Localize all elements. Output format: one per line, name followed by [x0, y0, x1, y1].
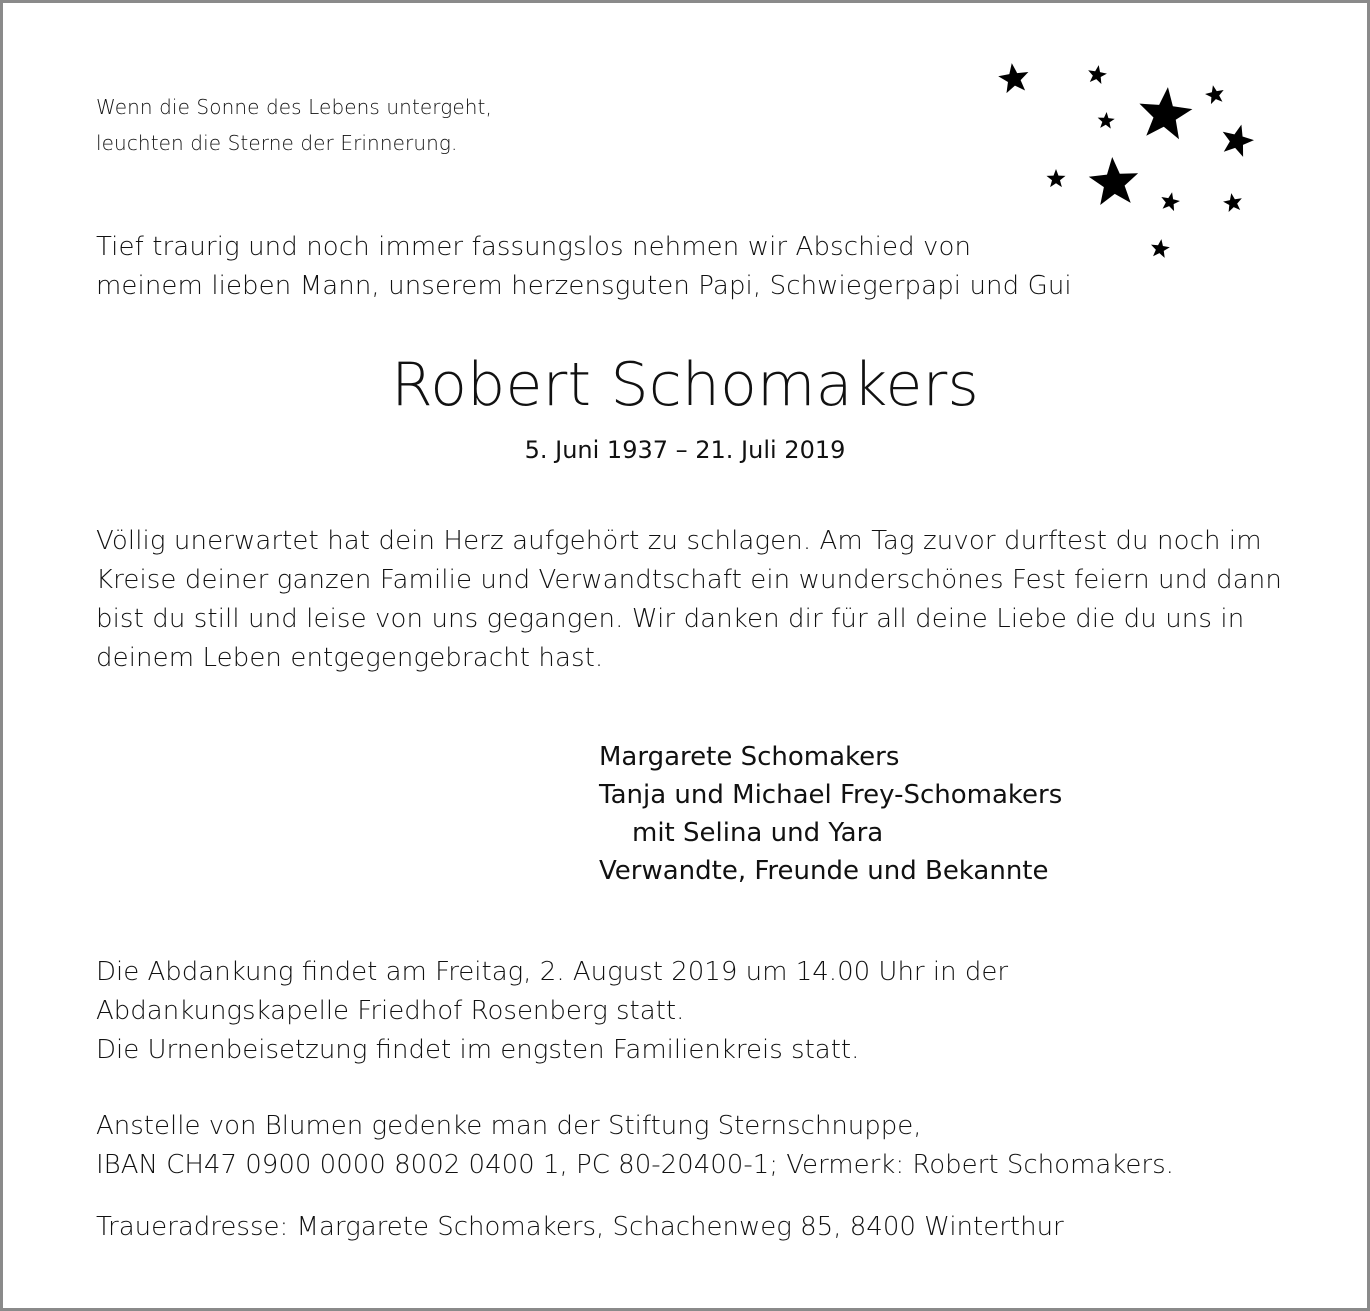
mourners-list: [599, 738, 1062, 890]
ceremony-line: Die Abdankung findet am Freitag, 2. August 2019 um 14.00 Uhr in der: [96, 957, 1009, 987]
star-icon: [998, 63, 1028, 93]
message-line: Kreise deiner ganzen Familie und Verwandtschaft ein wunderschönes Fest feiern und dann: [96, 565, 1282, 595]
message-line: deinem Leben entgegengebracht hast.: [96, 643, 604, 673]
star-icon: [1089, 157, 1138, 205]
mourning-address: Traueradresse: Margarete Schomakers, Schachenweg 85, 8400 Winterthur: [96, 1212, 1064, 1242]
star-icon: [1151, 239, 1170, 258]
message-line: Völlig unerwartet hat dein Herz aufgehört zu schlagen. Am Tag zuvor durftest du noch im: [96, 526, 1262, 556]
mourner-name: Tanja und Michael Frey-Schomakers: [599, 780, 1063, 810]
donation-line: Anstelle von Blumen gedenke man der Stiftung Sternschnuppe,: [96, 1111, 922, 1141]
farewell-message: [96, 522, 1282, 678]
star-icon: [1223, 125, 1254, 157]
star-icon: [1046, 169, 1065, 187]
intro-line: meinem lieben Mann, unserem herzensguten Papi, Schwiegerpapi und Gui: [96, 271, 1072, 301]
deceased-name: Robert Schomakers: [391, 350, 979, 420]
star-icon: [1088, 65, 1107, 84]
star-icon: [1205, 85, 1224, 104]
message-line: bist du still und leise von uns gegangen. Wir danken dir für all deine Liebe die du uns in: [96, 604, 1245, 634]
mourner-name: mit Selina und Yara: [632, 818, 884, 848]
star-icon: [1098, 112, 1115, 129]
ceremony-line: Die Urnenbeisetzung findet im engsten Familienkreis statt.: [96, 1035, 860, 1065]
star-icon: [1139, 87, 1192, 139]
quote-line: leuchten die Sterne der Erinnerung.: [96, 131, 458, 155]
mourner-name: Margarete Schomakers: [599, 742, 900, 772]
life-dates: 5. Juni 1937 – 21. Juli 2019: [524, 436, 846, 464]
quote-line: Wenn die Sonne des Lebens untergeht,: [96, 95, 492, 119]
ceremony-line: Abdankungskapelle Friedhof Rosenberg statt.: [96, 996, 685, 1026]
intro-line: Tief traurig und noch immer fassungslos nehmen wir Abschied von: [96, 232, 972, 262]
star-icon: [1161, 192, 1180, 211]
star-icon: [1223, 193, 1242, 212]
intro-text: [96, 228, 1072, 306]
donation-info: [96, 1107, 1174, 1185]
mourner-name: Verwandte, Freunde und Bekannte: [599, 856, 1049, 886]
memorial-quote: [96, 89, 492, 161]
donation-line: IBAN CH47 0900 0000 8002 0400 1, PC 80-20400-1; Vermerk: Robert Schomakers.: [96, 1150, 1174, 1180]
ceremony-info: [96, 953, 1008, 1070]
